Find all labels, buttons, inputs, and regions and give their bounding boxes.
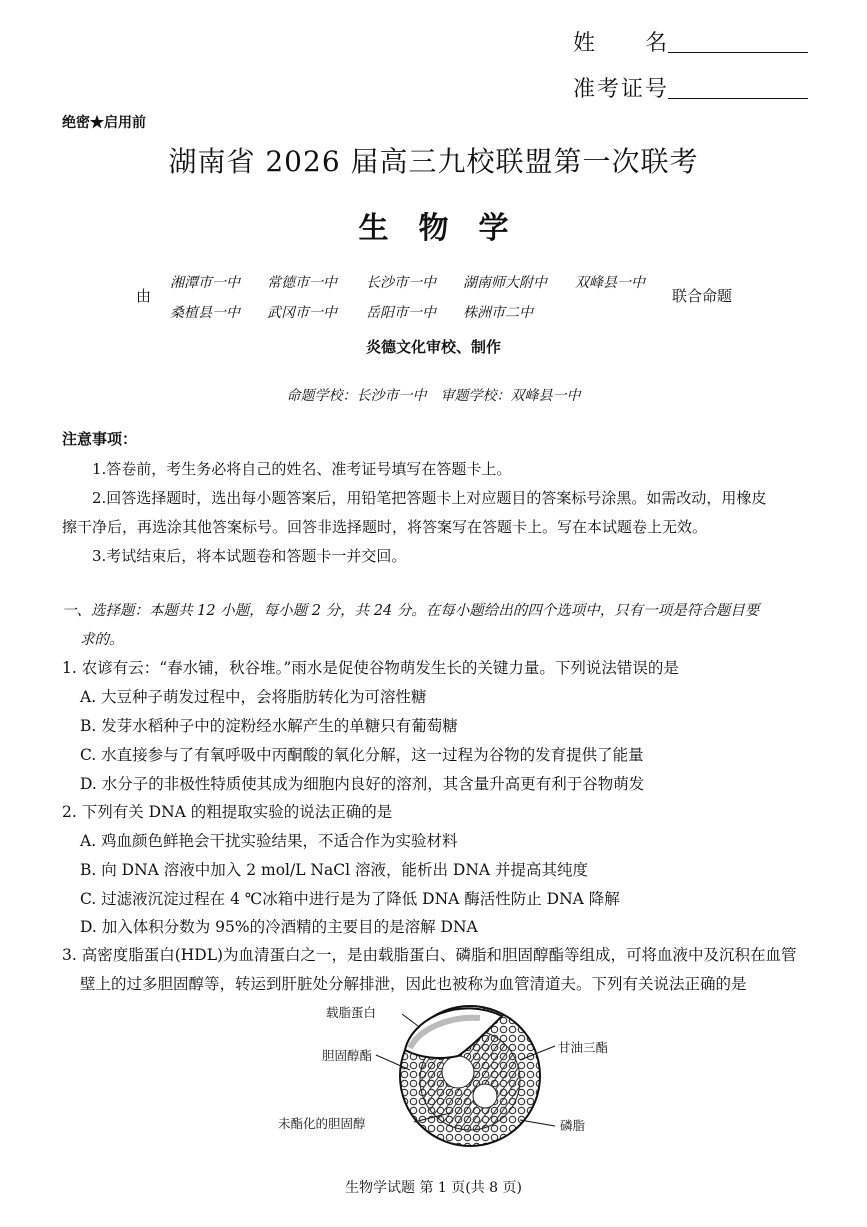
- question-stem-cont: 壁上的过多胆固醇等，转运到肝脏处分解排泄，因此也被称为血管清道夫。下列有关说法正确的是: [80, 975, 747, 993]
- organizers-prefix: 由: [136, 287, 152, 305]
- option-c: C. 水直接参与了有氧呼吸中丙酮酸的氧化分解，这一过程为谷物的发育提供了能量: [80, 746, 644, 764]
- section-heading-cont: 求的。: [80, 632, 124, 648]
- label-apolipoprotein: 载脂蛋白: [326, 1005, 377, 1020]
- question-stem: 1. 农谚有云：“春水铺，秋谷堆。”雨水是促使谷物萌发生长的关键力量。下列说法错误的是: [62, 659, 679, 677]
- label-cholesteryl-ester: 胆固醇酯: [322, 1048, 373, 1063]
- secret-mark: 绝密★启用前: [62, 115, 146, 131]
- school-name: 湘潭市一中: [170, 275, 240, 291]
- exam-id-field-line[interactable]: [668, 98, 808, 99]
- school-name: 岳阳市一中: [366, 305, 436, 321]
- proposer-line: 命题学校：长沙市一中 审题学校：双峰县一中: [286, 388, 581, 404]
- subject-title: 生物学: [358, 211, 539, 246]
- notice-title: 注意事项：: [62, 430, 138, 448]
- notice-item: 2.回答选择题时，选出每小题答案后，用铅笔把答题卡上对应题目的答案标号涂黑。如需改动，用橡皮: [92, 489, 767, 507]
- option-b: B. 向 DNA 溶液中加入 2 mol/L NaCl 溶液，能析出 DNA 并提高其纯度: [80, 861, 589, 879]
- label-free-cholesterol: 未酯化的胆固醇: [278, 1116, 366, 1131]
- exam-id-label: 准考证号: [573, 77, 670, 102]
- label-phospholipid: 磷脂: [560, 1118, 586, 1133]
- notice-item: 1.答卷前，考生务必将自己的姓名、准考证号填写在答题卡上。: [92, 460, 512, 478]
- question-stem: 2. 下列有关 DNA 的粗提取实验的说法正确的是: [62, 803, 393, 821]
- name-label: 姓 名: [573, 31, 670, 56]
- school-name: 湖南师大附中: [463, 275, 547, 291]
- producer-line: 炎德文化审校、制作: [365, 338, 501, 356]
- option-a: A. 鸡血颜色鲜艳会干扰实验结果，不适合作为实验材料: [80, 832, 458, 850]
- option-b: B. 发芽水稻种子中的淀粉经水解产生的单糖只有葡萄糖: [80, 717, 458, 735]
- hdl-figure: [278, 998, 610, 1148]
- question-stem: 3. 高密度脂蛋白(HDL)为血清蛋白之一，是由载脂蛋白、磷脂和胆固醇酯等组成，可将血液中及沉积在血管: [62, 946, 797, 964]
- option-d: D. 加入体积分数为 95%的冷酒精的主要目的是溶解 DNA: [80, 918, 478, 936]
- school-name: 桑植县一中: [170, 305, 240, 321]
- name-field-line[interactable]: [668, 52, 808, 53]
- option-c: C. 过滤液沉淀过程在 4 ℃冰箱中进行是为了降低 DNA 酶活性防止 DNA 降解: [80, 890, 620, 908]
- school-name: 长沙市一中: [366, 275, 436, 291]
- school-name: 双峰县一中: [575, 275, 645, 291]
- page-footer: 生物学试题 第 1 页(共 8 页): [345, 1180, 522, 1196]
- option-a: A. 大豆种子萌发过程中，会将脂肪转化为可溶性糖: [80, 688, 427, 706]
- option-d: D. 水分子的非极性特质使其成为细胞内良好的溶剂，其含量升高更有利于谷物萌发: [80, 775, 645, 793]
- school-name: 常德市一中: [267, 275, 337, 291]
- notice-item: 擦干净后，再选涂其他答案标号。回答非选择题时，将答案写在答题卡上。写在本试题卷上无效。: [62, 518, 708, 536]
- exam-title: 湖南省 2026 届高三九校联盟第一次联考: [168, 145, 699, 178]
- label-triglyceride: 甘油三酯: [558, 1040, 609, 1055]
- school-name: 武冈市一中: [267, 305, 337, 321]
- section-heading: 一、选择题：本题共 12 小题，每小题 2 分，共 24 分。在每小题给出的四个选项中，只有一项是符合题目要: [62, 603, 760, 619]
- organizers-suffix: 联合命题: [672, 287, 733, 305]
- school-name: 株洲市二中: [463, 305, 533, 321]
- notice-item: 3.考试结束后，将本试题卷和答题卡一并交回。: [92, 547, 407, 565]
